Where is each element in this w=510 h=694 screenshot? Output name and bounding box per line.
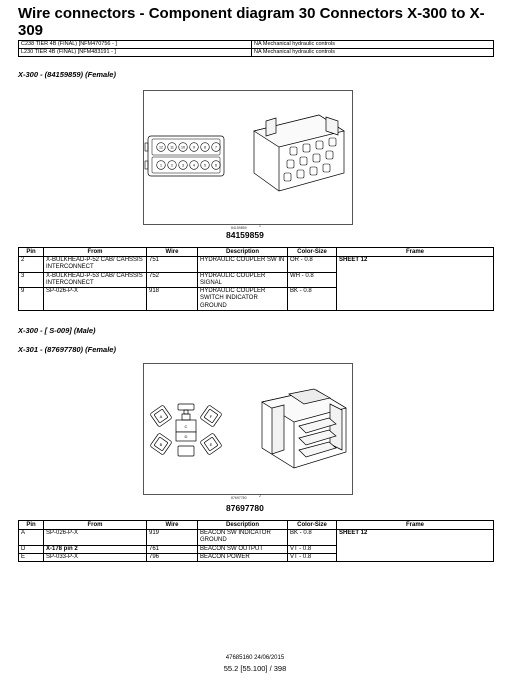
x300-figure xyxy=(143,90,353,225)
frame-cell xyxy=(337,545,494,553)
model-cell: L230 TIER 4B (FINAL) [NFM483191 - ] xyxy=(19,49,252,57)
pin-label: 10 xyxy=(181,145,185,150)
applicability-table xyxy=(18,40,494,57)
col-from: From xyxy=(44,521,147,530)
pin-label: 7 xyxy=(215,145,217,150)
wire-cell: 752 xyxy=(147,272,198,288)
x300-male-heading: X-300 - [ S-009] (Male) xyxy=(18,326,96,335)
pin-cell: 9 xyxy=(19,288,44,311)
wire-cell: 761 xyxy=(147,545,198,553)
table-row xyxy=(19,288,494,311)
description-cell: BEACON SW OUTPUT xyxy=(198,545,288,553)
description-cell: HYDRAULIC COUPLER SW IN xyxy=(198,257,288,273)
wire-cell: 751 xyxy=(147,257,198,273)
frame-cell: SHEET 12 xyxy=(337,257,494,273)
description-cell: BEACON SW INDICATOR GROUND xyxy=(198,530,288,546)
col-from: From xyxy=(44,248,147,257)
pin-cell: 3 xyxy=(19,272,44,288)
applicability-row xyxy=(19,49,494,57)
col-wire: Wire xyxy=(147,521,198,530)
color-cell: VT - 0.8 xyxy=(288,545,337,553)
wire-cell: 919 xyxy=(147,530,198,546)
controls-cell: NA Mechanical hydraulic controls xyxy=(252,49,494,57)
color-cell: VT - 0.8 xyxy=(288,553,337,561)
col-frame: Frame xyxy=(337,248,494,257)
col-description: Description xyxy=(198,521,288,530)
color-cell: WH - 0.8 xyxy=(288,272,337,288)
pin-cell: D xyxy=(19,545,44,553)
frame-cell xyxy=(337,272,494,288)
model-cell: C238 TIER 4B (FINAL) [NFM470756 - ] xyxy=(19,41,252,49)
controls-cell: NA Mechanical hydraulic controls xyxy=(252,41,494,49)
col-color-size: Color-Size xyxy=(288,521,337,530)
pin-label: 5 xyxy=(204,163,206,168)
description-cell: HYDRAULIC COUPLER SWITCH INDICATOR GROUND xyxy=(198,288,288,311)
x300-pin-table xyxy=(18,247,494,311)
applicability-row xyxy=(19,41,494,49)
pin-label-a: A xyxy=(159,414,163,419)
page-number: 55.2 [55.100] / 398 xyxy=(223,664,287,673)
pin-label-c: C xyxy=(184,424,188,429)
figure-number: 2 xyxy=(259,494,261,498)
pin-label: 12 xyxy=(159,145,163,150)
table-header-row xyxy=(19,248,494,257)
pin-label: 3 xyxy=(182,163,184,168)
from-cell: X-BULKHEAD-P-53 CAB/ CAHSSIS INTERCONNECT xyxy=(44,272,147,288)
color-cell: BK - 0.8 xyxy=(288,288,337,311)
table-row xyxy=(19,272,494,288)
pin-label: 9 xyxy=(193,145,195,150)
x301-pin-table xyxy=(18,520,494,562)
color-cell: OR - 0.8 xyxy=(288,257,337,273)
col-pin: Pin xyxy=(19,521,44,530)
pin-label: 1 xyxy=(160,163,162,168)
description-cell: HYDRAULIC COUPLER SIGNAL xyxy=(198,272,288,288)
pin-label: 2 xyxy=(171,163,173,168)
pin-label-b: B xyxy=(159,442,163,447)
pin-label: 11 xyxy=(170,145,174,150)
pin-label-d: D xyxy=(184,434,188,439)
col-wire: Wire xyxy=(147,248,198,257)
description-cell: BEACON POWER xyxy=(198,553,288,561)
figure-code: 87697780 xyxy=(231,496,247,500)
x301-connector-drawing xyxy=(144,364,352,494)
pin-label-e: E xyxy=(209,442,213,447)
pin-cell: E xyxy=(19,553,44,561)
col-pin: Pin xyxy=(19,248,44,257)
page-title: Wire connectors - Component diagram 30 Connectors X-300 to X-309 xyxy=(18,5,485,39)
col-frame: Frame xyxy=(337,521,494,530)
frame-cell: SHEET 12 xyxy=(337,530,494,546)
part-number: 87697780 xyxy=(226,503,264,513)
figure-code: 84159859 xyxy=(231,226,247,230)
x301-figure xyxy=(143,363,353,495)
document-reference: 47685160 24/06/2015 xyxy=(225,655,285,661)
pin-label: 8 xyxy=(204,145,206,150)
part-number: 84159859 xyxy=(226,230,264,240)
table-row xyxy=(19,553,494,561)
from-cell: SP-033-P-X xyxy=(44,553,147,561)
frame-cell xyxy=(337,288,494,311)
table-row xyxy=(19,530,494,546)
table-row xyxy=(19,257,494,273)
from-cell: X-178 pin 2 xyxy=(44,545,147,553)
x300-heading: X-300 - (84159859) (Female) xyxy=(18,70,116,79)
color-cell: BK - 0.8 xyxy=(288,530,337,546)
pin-label: 6 xyxy=(215,163,217,168)
from-cell: SP-026-P-X xyxy=(44,288,147,311)
from-cell: X-BULKHEAD-P-52 CAB/ CAHSSIS INTERCONNECT xyxy=(44,257,147,273)
col-color-size: Color-Size xyxy=(288,248,337,257)
col-description: Description xyxy=(198,248,288,257)
wire-cell: 918 xyxy=(147,288,198,311)
pin-label: 4 xyxy=(193,163,195,168)
pin-cell: 2 xyxy=(19,257,44,273)
x301-heading: X-301 - (87697780) (Female) xyxy=(18,345,116,354)
pin-label-f: F xyxy=(209,414,213,419)
figure-number: 1 xyxy=(259,224,261,228)
table-header-row xyxy=(19,521,494,530)
from-cell: SP-026-P-X xyxy=(44,530,147,546)
pin-cell: A xyxy=(19,530,44,546)
table-row xyxy=(19,545,494,553)
wire-cell: 796 xyxy=(147,553,198,561)
frame-cell xyxy=(337,553,494,561)
x300-connector-drawing xyxy=(144,91,352,224)
